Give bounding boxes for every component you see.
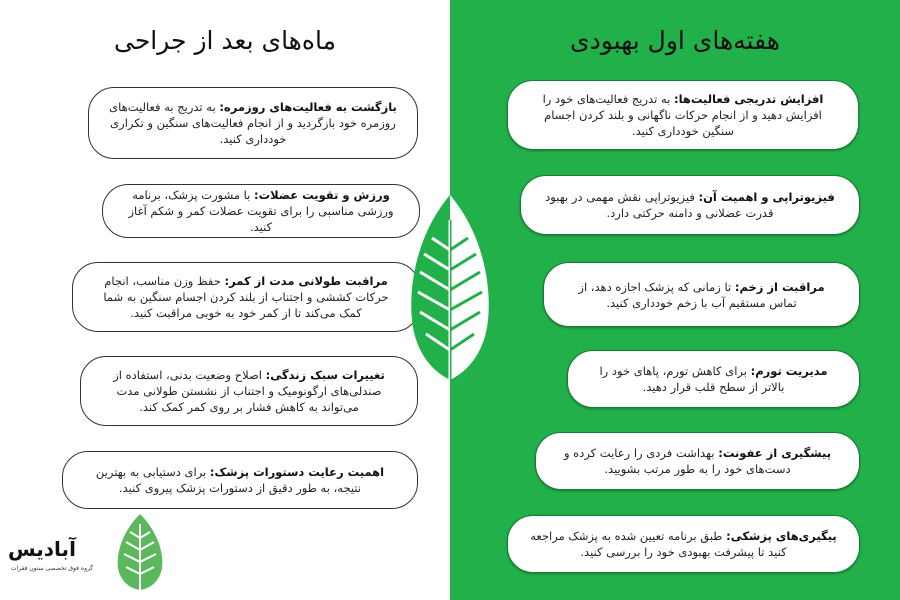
tip-text: طبق برنامه تعیین شده به پزشک مراجعه کنید تا پیشرفت بهبودی خود را بررسی کنید. [530,529,787,559]
left-column-title: ماه‌های بعد از جراحی [114,26,336,55]
logo-name: آبادیس [8,537,76,561]
right-column-title: هفته‌های اول بهبودی [570,26,780,55]
tip-text: با مشورت پزشک، برنامه ورزشی مناسبی را برای تقویت عضلات کمر و شکم آغاز کنید. [128,188,394,234]
tip-card [102,184,420,238]
tip-card [88,87,418,159]
tip-label: بازگشت به فعالیت‌های روزمره: [219,100,397,114]
tip-label: مراقبت از زخم: [734,279,825,294]
tip-label: پیگیری‌های پزشکی: [726,529,837,543]
tip-text: به تدریج فعالیت‌های خود را افزایش دهید و از انجام حرکات ناگهانی و بلند کردن اجسام سنگین خودداری کنید. [542,92,822,138]
tip-label: فیزیوتراپی و اهمیت آن: [698,190,835,204]
tip-label: پیشگیری از عفونت: [718,446,832,460]
tip-card [520,175,860,235]
tip-text: فیزیوتراپی نقش مهمی در بهبود قدرت عضلانی و دامنه حرکتی دارد. [545,190,774,220]
tip-card [80,356,418,426]
logo-tagline: گروه فوق تخصصی ستون فقرات [10,565,94,572]
tip-label: ورزش و تقویت عضلات: [254,188,390,202]
tip-card [507,515,860,573]
tip-label: مدیریت تورم: [750,364,828,378]
tip-card [535,432,860,490]
tip-card [62,451,418,509]
tip-text: به تدریج به فعالیت‌های روزمره خود بازگردید و از انجام فعالیت‌های سنگین و تکراری خودداری کنید. [109,100,396,146]
tip-text: حفظ وزن مناسب، انجام حرکات کششی و اجتناب از بلند کردن اجسام سنگین به شما کمک می‌کند تا از کمر خود به خوبی مراقبت کنید. [103,274,389,320]
tip-label: افزایش تدریجی فعالیت‌ها: [673,92,824,106]
tip-text: بهداشت فردی را رعایت کرده و دست‌های خود را به طور مرتب بشویید. [563,446,791,476]
tip-card [543,262,860,327]
tip-text: تا زمانی که پزشک اجازه دهد، از تماس مستقیم آب با زخم خودداری کنید. [578,279,797,310]
tip-card [507,80,859,150]
leaf-illustration [400,190,500,385]
tip-text: برای کاهش تورم، پاهای خود را بالاتر از سطح قلب قرار دهید. [599,364,785,394]
tip-label: مراقبت طولانی مدت از کمر: [224,274,388,288]
tip-card [72,262,420,332]
tip-label: تغییرات سبک زندگی: [265,368,385,382]
tip-text: اصلاح وضعیت بدنی، استفاده از صندلی‌های ارگونومیک و اجتناب از نشستن طولانی مدت می‌تواند به کاهش فشار بر روی کمر کمک کند. [113,368,382,414]
tip-label: اهمیت رعایت دستورات پزشک: [209,465,385,479]
tip-card [567,350,860,408]
tip-text: برای دستیابی به بهترین نتیجه، به طور دقیق از دستورات پزشک پیروی کنید. [95,465,362,495]
